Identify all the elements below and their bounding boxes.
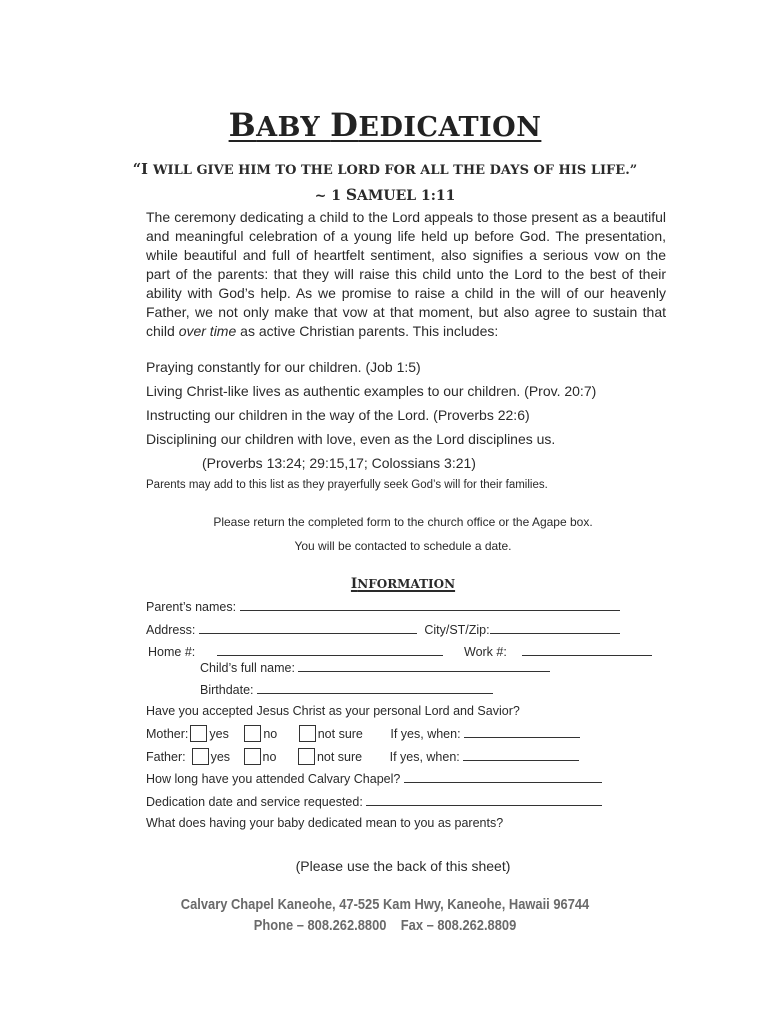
childs-name-row xyxy=(200,659,550,675)
mother-yes-checkbox[interactable] xyxy=(190,725,207,742)
birthdate-field[interactable] xyxy=(257,681,493,694)
intro-paragraph: The ceremony dedicating a child to the Lord appeals to those present as a beautiful and meaningful celebration of a young life held up before God. The presentation, while beautiful and full of heartfelt sentiment, also signifies a serious vow on the part of the parents: that they will raise this child unto the Lord to the best of their ability with God’s help. As we promise to raise a child in the will of our heavenly Father, we not only make that vow at that moment, but also agree to sustain that child over time as active Christian parents. This includes: xyxy=(146,209,666,339)
parents-names-label: Parent’s names: xyxy=(146,600,237,614)
work-phone-label: Work #: xyxy=(464,645,507,659)
father-label: Father: xyxy=(146,750,186,764)
information-heading: INFORMATION xyxy=(350,576,456,592)
city-st-zip-field[interactable] xyxy=(490,621,620,634)
work-phone-field[interactable] xyxy=(522,643,652,656)
scripture-reference: ~ 1 SAMUEL 1:11 xyxy=(314,185,456,204)
birthdate-label: Birthdate: xyxy=(200,683,254,697)
father-row: Father: yes no not sure If yes, when: xyxy=(146,748,579,765)
parents-names-field[interactable] xyxy=(240,598,620,611)
address-field[interactable] xyxy=(199,621,417,634)
page-title: BABY DEDICATION xyxy=(228,106,542,144)
birthdate-row xyxy=(200,681,493,697)
back-of-sheet-note: (Please use the back of this sheet) xyxy=(295,858,511,874)
father-yes-checkbox[interactable] xyxy=(192,748,209,765)
father-when-field[interactable] xyxy=(463,748,579,761)
home-phone-field[interactable] xyxy=(217,643,443,656)
mother-row: Mother: yes no not sure If yes, when: xyxy=(146,725,580,742)
mother-not-sure-checkbox[interactable] xyxy=(299,725,316,742)
parents-names-row xyxy=(146,598,620,614)
home-phone-label: Home #: xyxy=(148,645,196,659)
mother-label: Mother: xyxy=(146,727,189,741)
church-address: Calvary Chapel Kaneohe, 47-525 Kam Hwy, Kaneohe, Hawaii 96744 xyxy=(180,896,590,913)
what-means-question: What does having your baby dedicated mean to you as parents? xyxy=(146,816,504,830)
dedication-date-label: Dedication date and service requested: xyxy=(146,795,363,809)
address-row xyxy=(146,621,620,637)
work-row xyxy=(464,643,652,659)
list-item: Praying constantly for our children. (Job 1:5) xyxy=(146,359,421,375)
commitments-list xyxy=(146,357,686,477)
father-no-checkbox[interactable] xyxy=(244,748,261,765)
childs-name-label: Child’s full name: xyxy=(200,661,295,675)
list-item: Living Christ-like lives as authentic examples to our children. (Prov. 20:7) xyxy=(146,383,597,399)
mother-no-checkbox[interactable] xyxy=(244,725,261,742)
accepted-question: Have you accepted Jesus Christ as your personal Lord and Savior? xyxy=(146,704,520,718)
how-long-label: How long have you attended Calvary Chapel? xyxy=(146,772,401,786)
phone-number: Phone – 808.262.8800 xyxy=(253,917,387,934)
list-item-continuation: (Proverbs 13:24; 29:15,17; Colossians 3:21) xyxy=(202,455,476,471)
mother-when-field[interactable] xyxy=(464,725,580,738)
church-contact xyxy=(54,917,716,934)
parents-note: Parents may add to this list as they prayerfully seek God’s will for their families. xyxy=(146,479,548,491)
fax-number: Fax – 808.262.8809 xyxy=(400,917,517,934)
childs-name-field[interactable] xyxy=(298,659,550,672)
return-instructions: Please return the completed form to the church office or the Agape box. xyxy=(213,515,593,529)
father-not-sure-checkbox[interactable] xyxy=(298,748,315,765)
dedication-date-row xyxy=(146,793,602,809)
how-long-field[interactable] xyxy=(404,770,602,783)
list-item: Disciplining our children with love, even as the Lord disciplines us. xyxy=(146,431,556,447)
dedication-date-field[interactable] xyxy=(366,793,602,806)
city-st-zip-label: City/ST/Zip: xyxy=(424,623,490,637)
list-item: Instructing our children in the way of the Lord. (Proverbs 22:6) xyxy=(146,407,530,423)
how-long-row xyxy=(146,770,602,786)
contact-note: You will be contacted to schedule a date. xyxy=(294,539,512,553)
scripture-quote: “I WILL GIVE HIM TO THE LORD FOR ALL THE DAYS OF HIS LIFE.” xyxy=(132,161,638,178)
address-label: Address: xyxy=(146,623,196,637)
home-row xyxy=(148,643,443,659)
